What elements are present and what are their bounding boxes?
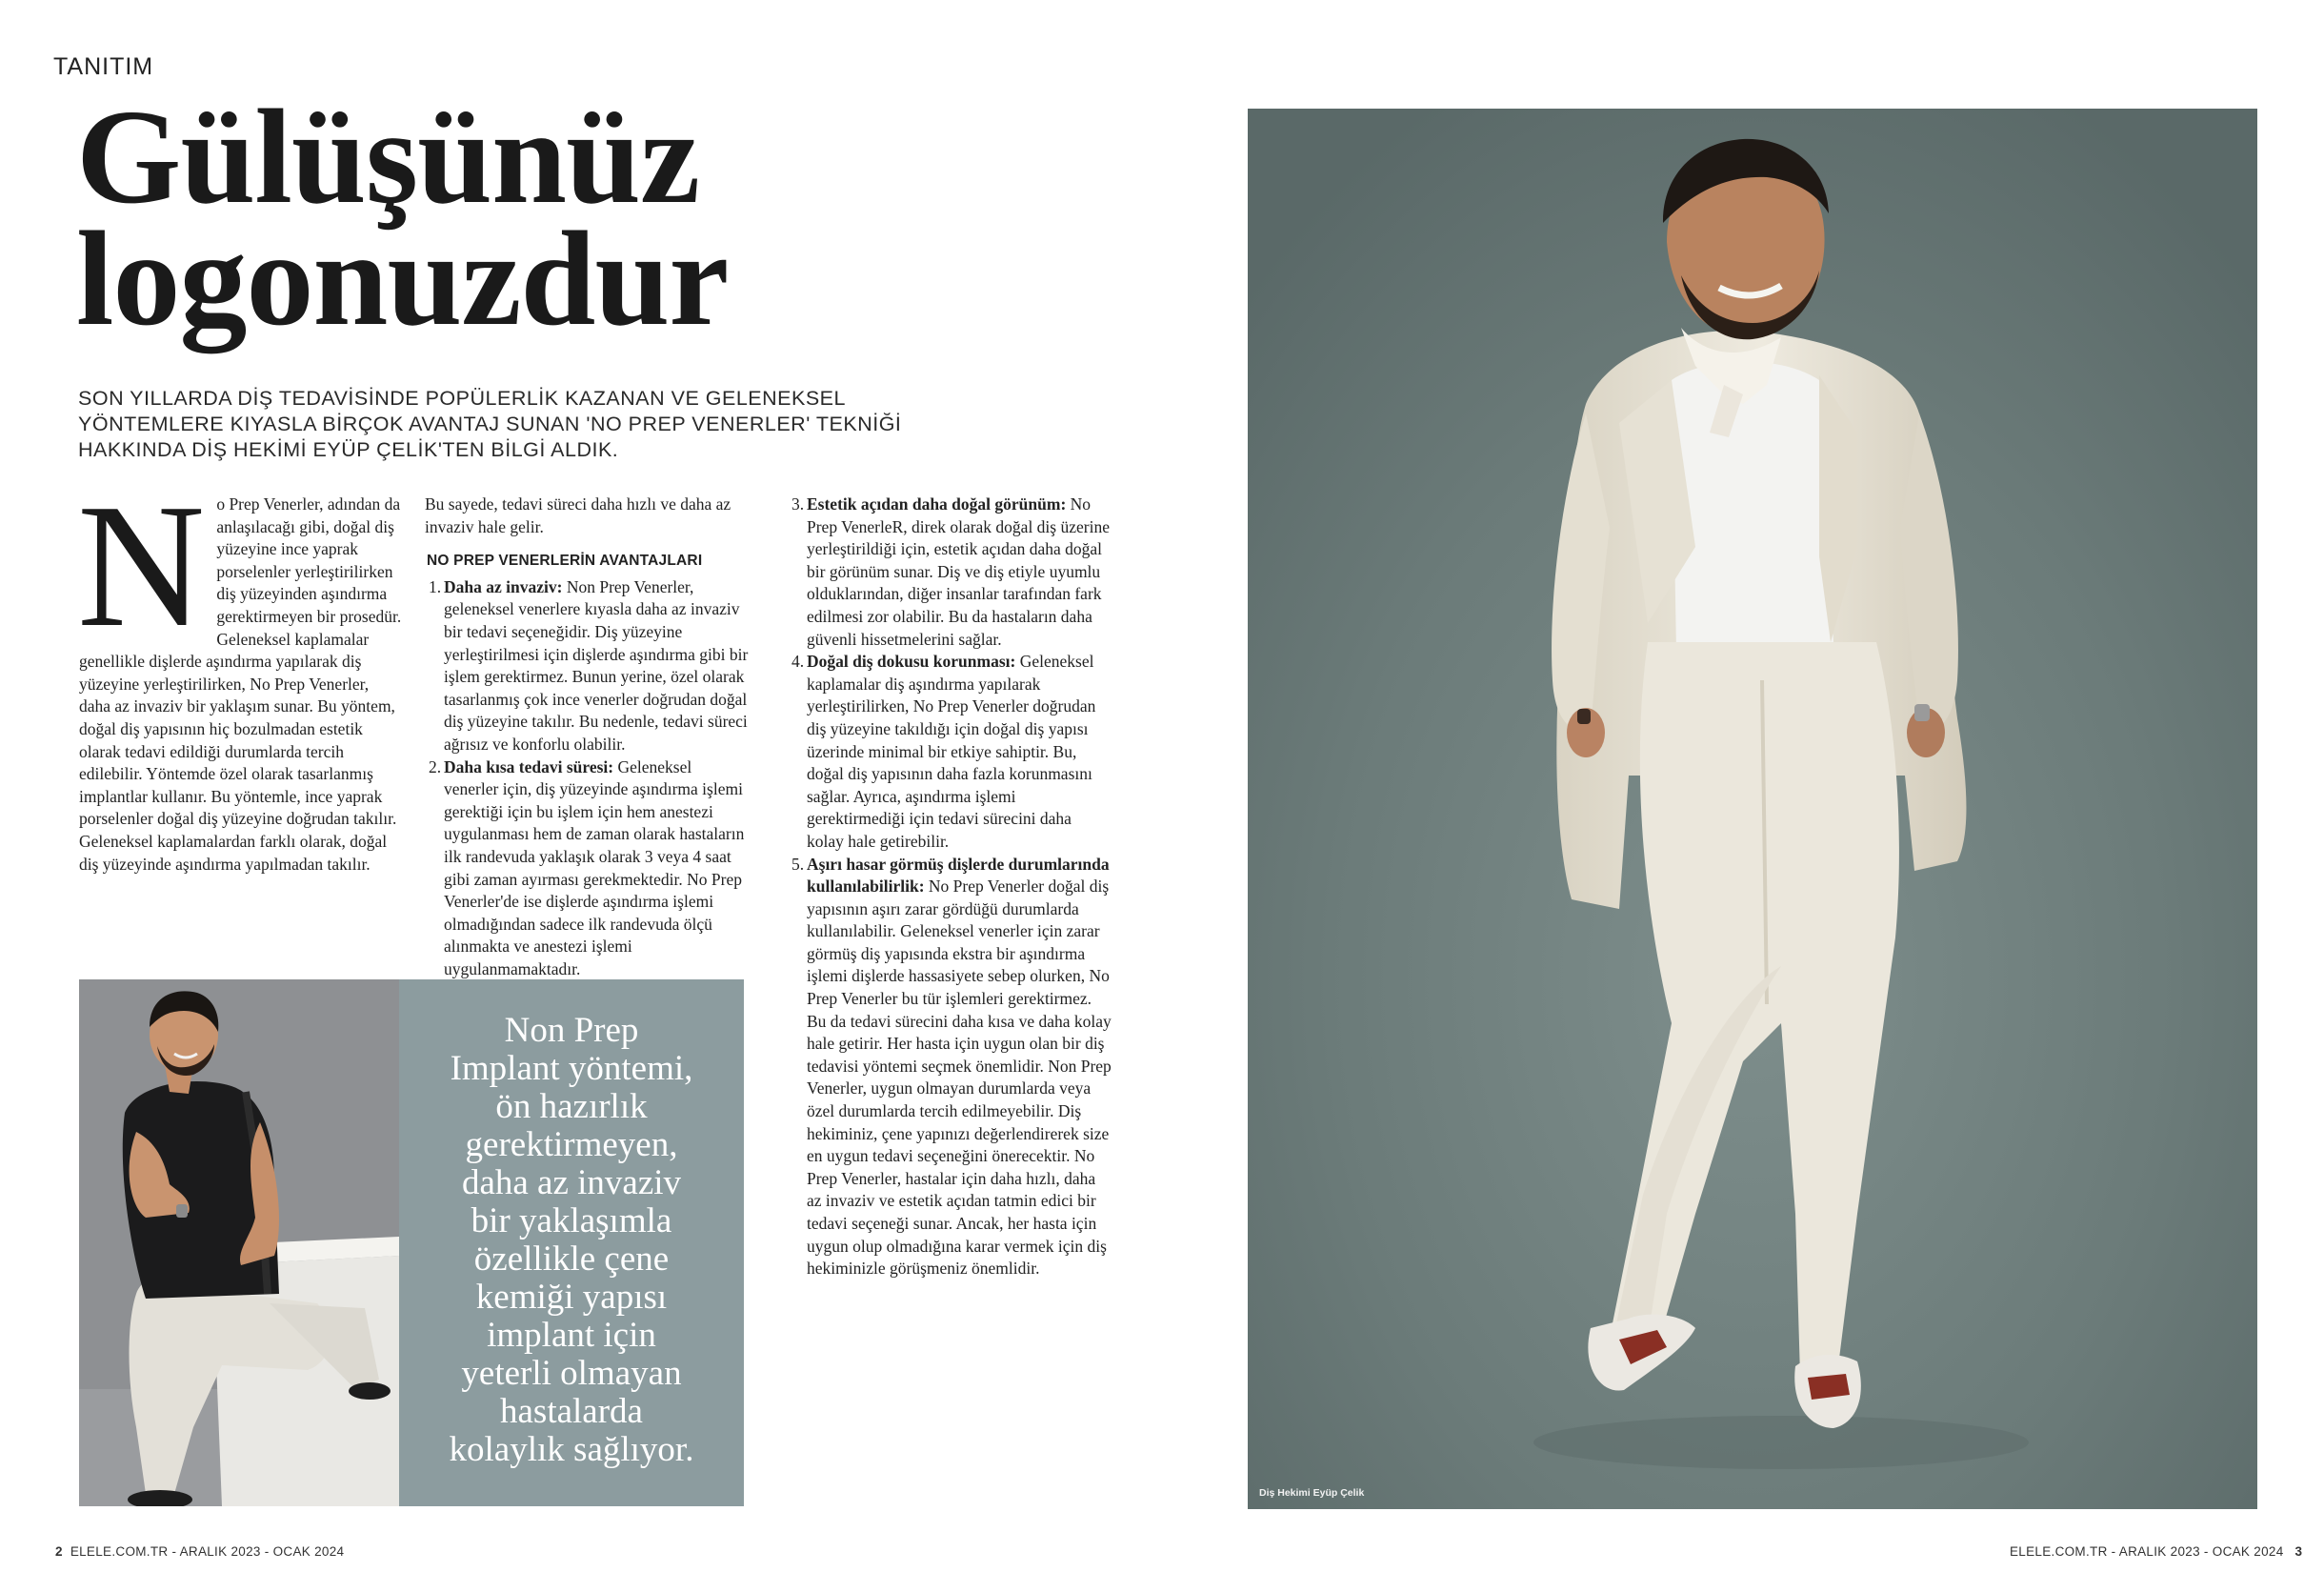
photo-caption: Diş Hekimi Eyüp Çelik bbox=[1259, 1487, 1365, 1499]
folio-right bbox=[2010, 1544, 2302, 1559]
quote-line: Implant yöntemi, bbox=[450, 1048, 693, 1088]
quote-line: gerektirmeyen, bbox=[465, 1124, 678, 1164]
item-heading: Estetik açıdan daha doğal görünüm: bbox=[807, 494, 1067, 514]
lead-line: YÖNTEMLERE KIYASLA BİRÇOK AVANTAJ SUNAN 'NO PREP VENERLER' TEKNİĞİ bbox=[78, 413, 902, 435]
list-item bbox=[788, 651, 1112, 853]
advantages-list bbox=[425, 576, 749, 981]
article-lead bbox=[78, 386, 954, 463]
advantages-subhead: NO PREP VENERLERİN AVANTAJLARI bbox=[427, 553, 703, 570]
portrait-photo-seated bbox=[79, 979, 399, 1506]
intro-paragraph bbox=[77, 468, 403, 876]
item-heading: Daha az invaziv: bbox=[444, 576, 563, 596]
standing-man-illustration bbox=[1248, 109, 2257, 1509]
intro-text: o Prep Venerler, adından da anlaşılacağı gibi, doğal diş yüzeyine ince yaprak porselenler yerleştirilirken diş yüzeyinden aşındırma gerektirmeyen bir prosedür. Geleneksel kaplamalar genellikle dişlerde aşındırma yapılarak diş yüzeyine yerleştirilirken, No Prep Venerler, daha az invaziv bir yaklaşım sunar. Bu yöntem, doğal diş yapısının hiç bozulmadan estetik olarak tedavi edildiği durumlarda tercih edilebilir. Yöntemde özel olarak tasarlanmış implantlar kullanır. Bu yöntemle, ince yaprak porselenler doğal diş yüzeyine doğrudan takılır. Geleneksel kaplamalardan farklı olarak, doğal diş yüzeyinde aşındırma yapılmadan takılır. bbox=[79, 494, 402, 874]
item-number: 4. bbox=[791, 652, 805, 672]
body-column-1 bbox=[77, 468, 403, 876]
list-item bbox=[425, 756, 749, 981]
item-text: Non Prep Venerler, geleneksel venerlere kıyasla daha az invaziv bir tedavi seçeneğidir. Diş yüzeyine yerleştirilmesi için dişlerde aşındırma gibi bir işlem gerektirmez. Bunun yerine, özel olarak tasarlanmış çok ince venerler doğrudan doğal diş yüzeyine takılır. Bu nedenle, tedavi süreci ağrısız ve konforlu olabilir. bbox=[444, 576, 749, 754]
drop-cap: N bbox=[77, 468, 206, 664]
pullquote-box bbox=[399, 979, 744, 1506]
list-item bbox=[425, 576, 749, 756]
item-number: 5. bbox=[791, 854, 805, 874]
quote-line: yeterli olmayan bbox=[461, 1353, 682, 1393]
seated-man-illustration bbox=[79, 979, 399, 1506]
item-text: Geleneksel kaplamalar diş aşındırma yapılarak yerleştirilirken, No Prep Venerler doğrudan diş yüzeyine takıldığı için doğal diş yapısı üzerinde minimal bir etkiye sahiptir. Bu, doğal diş yapısının daha fazla korunmasını sağlar. Ayrıca, aşındırma işlemi gerektirmediği için tedavi sürecini daha kolay hale getirebilir. bbox=[807, 652, 1096, 851]
page-number: 2 bbox=[55, 1544, 63, 1559]
advantages-list-continued bbox=[788, 494, 1112, 1280]
item-heading: Daha kısa tedavi süresi: bbox=[444, 756, 614, 776]
item-text: Geleneksel venerler için, diş yüzeyinde aşındırma işlemi gerektiği için bu işlem için hem anestezi uygulanması hem de zaman olarak hastaların ilk randevuda yaklaşık olarak 3 veya 4 saat gibi zaman ayırması gerekmektedir. No Prep Venerler'de ise dişlerde aşındırma işlemi olmadığından sadece ilk randevuda ölçü alınmakta ve anestezi işlemi uygulanmamaktadır. bbox=[444, 756, 745, 978]
list-item bbox=[788, 854, 1112, 1280]
item-number: 2. bbox=[429, 756, 442, 776]
body-column-3 bbox=[788, 494, 1112, 1280]
title-line: Gülüşünüz bbox=[76, 81, 700, 232]
quote-line: ön hazırlık bbox=[495, 1086, 648, 1126]
section-tag: TANITIM bbox=[53, 53, 154, 80]
quote-line: kemiği yapısı bbox=[475, 1277, 668, 1317]
quote-line: özellikle çene bbox=[473, 1239, 670, 1279]
item-heading: Doğal diş dokusu korunması: bbox=[807, 652, 1016, 672]
folio-text: ELELE.COM.TR - ARALIK 2023 - OCAK 2024 bbox=[70, 1544, 345, 1559]
quote-line: bir yaklaşımla bbox=[471, 1200, 672, 1240]
body-column-2 bbox=[425, 494, 749, 980]
title-line: logonuzdur bbox=[76, 203, 729, 353]
quote-line: hastalarda bbox=[500, 1391, 643, 1431]
item-number: 3. bbox=[791, 494, 805, 514]
folio-left bbox=[55, 1544, 344, 1559]
lead-line: SON YILLARDA DİŞ TEDAVİSİNDE POPÜLERLİK KAZANAN VE GELENEKSEL bbox=[78, 387, 846, 410]
item-number: 1. bbox=[429, 576, 442, 596]
pullquote-text bbox=[414, 1012, 729, 1469]
portrait-photo-standing bbox=[1248, 109, 2257, 1509]
quote-line: kolaylık sağlıyor. bbox=[449, 1429, 694, 1469]
continued-paragraph: Bu sayede, tedavi süreci daha hızlı ve daha az invaziv hale gelir. bbox=[425, 494, 731, 536]
lead-line: HAKKINDA DİŞ HEKİMİ EYÜP ÇELİK'TEN BİLGİ ALDIK. bbox=[78, 438, 619, 461]
article-title bbox=[76, 81, 729, 353]
item-text: No Prep Venerler doğal diş yapısının aşırı zarar gördüğü durumlarda kullanılabilir. Geleneksel venerler için zarar görmüş diş yapısında ekstra bir aşındırma işlemi dişlerde hassasiyete sebep olurken, No Prep Venerler bu tür işlemleri gerektirmez. Bu da tedavi sürecini daha kısa ve daha kolay hale getirir. Her hasta için uygun olan bir diş tedavisi yöntemi seçmek önemlidir. Non Prep Venerler, uygun olmayan durumlarda veya özel durumlarda tercih edilmeyebilir. Diş hekiminiz, çene yapınızı değerlendirerek size en uygun tedavi seçeneğini önerecektir. No Prep Venerler, hastalar için daha hızlı, daha az invaziv ve estetik açıdan tatmin edici bir tedavi seçeneği sunar. Ancak, her hasta için uygun olup olmadığına karar vermek için diş hekiminizle görüşmeniz önemlidir. bbox=[807, 877, 1112, 1279]
item-text: No Prep VenerleR, direk olarak doğal diş üzerine yerleştirildiği için, estetik açıdan daha doğal bir görünüm sunar. Diş ve diş etiyle uyumlu olduklarından, diğer insanlar tarafından fark edilmesi zor olabilir. Bu da hastaların daha güvenli hissetmelerini sağlar. bbox=[807, 494, 1110, 649]
item-heading: Aşırı hasar görmüş dişlerde durumlarında kullanılabilirlik: bbox=[807, 854, 1110, 897]
quote-line: implant için bbox=[487, 1315, 656, 1355]
quote-line: daha az invaziv bbox=[461, 1162, 682, 1202]
folio-text: ELELE.COM.TR - ARALIK 2023 - OCAK 2024 bbox=[2010, 1544, 2284, 1559]
list-item bbox=[788, 494, 1112, 651]
quote-line: Non Prep bbox=[504, 1010, 639, 1050]
page-number: 3 bbox=[2294, 1544, 2303, 1559]
